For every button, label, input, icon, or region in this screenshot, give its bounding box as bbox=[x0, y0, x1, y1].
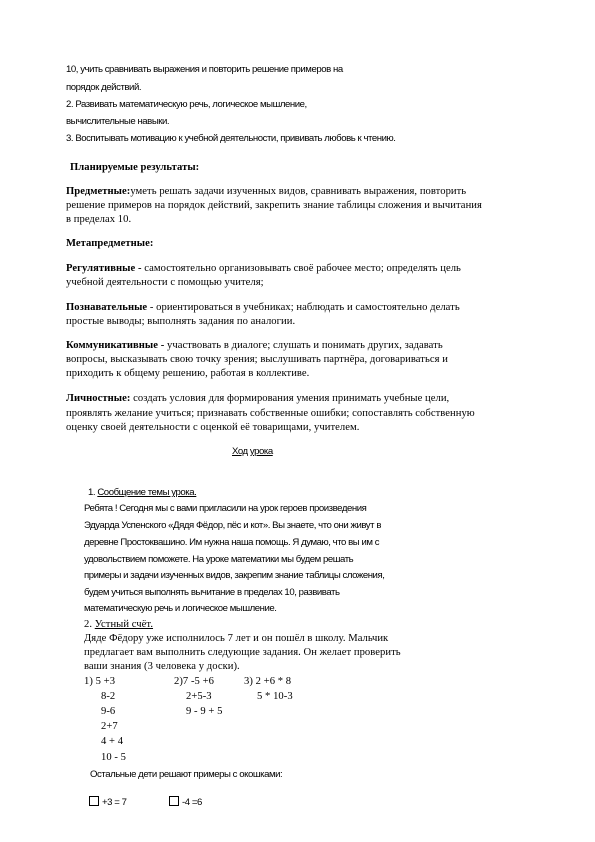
step1-text: деревне Простоквашино. Им нужна наша помощь. Я думаю, что вы им с bbox=[84, 537, 380, 548]
example: 5 * 10-3 bbox=[257, 691, 293, 702]
others-line: Остальные дети решают примеры с окошками: bbox=[90, 769, 283, 780]
example: 2+5-3 bbox=[186, 691, 212, 702]
example: 10 - 5 bbox=[101, 752, 127, 763]
example: 8-2 bbox=[101, 691, 116, 702]
step1-heading bbox=[88, 487, 196, 498]
personal-text: проявлять желание учиться; признавать собственные ошибки; сопоставлять собственную bbox=[66, 408, 475, 419]
step2-number: 2. bbox=[84, 619, 95, 630]
lesson-heading: Ход урока bbox=[232, 446, 273, 457]
personal-results bbox=[66, 393, 449, 404]
communicative-label: Коммуникативные - bbox=[66, 340, 165, 351]
example: 3) 2 +6 * 8 bbox=[244, 676, 292, 687]
personal-text: оценку своей деятельности с оценкой её товарищами, учителем. bbox=[66, 422, 360, 433]
subject-text: уметь решать задачи изученных видов, сравнивать выражения, повторить bbox=[130, 186, 467, 197]
step2-title: Устный счёт. bbox=[94, 619, 154, 630]
step2-text: ваши знания (3 человека у доски). bbox=[84, 661, 240, 672]
example: 2)7 -5 +6 bbox=[174, 676, 214, 687]
subject-label: Предметные: bbox=[66, 186, 131, 197]
step1-title: Сообщение темы урока. bbox=[97, 487, 197, 498]
step2-heading bbox=[84, 619, 153, 630]
goal-line: порядок действий. bbox=[66, 82, 142, 93]
step1-text: удовольствием поможете. На уроке математики мы будем решать bbox=[84, 554, 354, 565]
regulative-results bbox=[66, 263, 461, 274]
example: 9 - 9 + 5 bbox=[186, 706, 223, 717]
step1-text: Эдуарда Успенского «Дядя Фёдор, пёс и кот». Вы знаете, что они живут в bbox=[84, 520, 381, 531]
goal-line: 10, учить сравнивать выражения и повторить решение примеров на bbox=[66, 64, 343, 75]
window-example bbox=[89, 796, 127, 808]
example: 4 + 4 bbox=[101, 736, 124, 747]
step1-text: Ребята ! Сегодня мы с вами пригласили на урок героев произведения bbox=[84, 503, 367, 514]
step1-text: примеры и задачи изученных видов, закрепим знание таблицы сложения, bbox=[84, 570, 385, 581]
communicative-results bbox=[66, 340, 443, 351]
example: 2+7 bbox=[101, 721, 118, 732]
goal-line: 3. Воспитывать мотивацию к учебной деятельности, прививать любовь к чтению. bbox=[66, 133, 396, 144]
subject-text: решение примеров на порядок действий, закрепить знание таблицы сложения и вычитания bbox=[66, 200, 482, 211]
example: 1) 5 +3 bbox=[84, 676, 116, 687]
step2-text: предлагает вам выполнить следующие задания. Он желает проверить bbox=[84, 647, 401, 658]
empty-box-icon bbox=[169, 796, 179, 806]
step1-number: 1. bbox=[88, 487, 98, 498]
goal-line: вычислительные навыки. bbox=[66, 116, 170, 127]
window-example-text: +3 = 7 bbox=[102, 797, 127, 808]
results-heading: Планируемые результаты: bbox=[70, 162, 200, 173]
step2-text: Дяде Фёдору уже исполнилось 7 лет и он пошёл в школу. Мальчик bbox=[84, 633, 389, 644]
step1-text: будем учиться выполнять вычитание в пределах 10, развивать bbox=[84, 587, 340, 598]
regulative-label: Регулятивные - bbox=[66, 263, 142, 274]
window-example-text: -4 =6 bbox=[182, 797, 202, 808]
cognitive-text: - ориентироваться в учебниках; наблюдать и самостоятельно делать bbox=[147, 302, 460, 313]
step1-text: математическую речь и логическое мышление. bbox=[84, 603, 277, 614]
cognitive-results bbox=[66, 302, 460, 313]
regulative-text: учебной деятельности с помощью учителя; bbox=[66, 277, 264, 288]
subject-text: в пределах 10. bbox=[66, 214, 132, 225]
meta-heading: Метапредметные: bbox=[66, 238, 154, 249]
personal-text: создать условия для формирования умения принимать учебные цели, bbox=[130, 393, 450, 404]
communicative-text: участвовать в диалоге; слушать и понимать других, задавать bbox=[164, 340, 443, 351]
regulative-text: самостоятельно организовывать своё рабочее место; определять цель bbox=[141, 263, 461, 274]
communicative-text: вопросы, высказывать свою точку зрения; выслушивать партнёра, договариваться и bbox=[66, 354, 448, 365]
empty-box-icon bbox=[89, 796, 99, 806]
cognitive-label: Познавательные bbox=[66, 302, 148, 313]
communicative-text: приходить к общему решению, работая в коллективе. bbox=[66, 368, 310, 379]
subject-results bbox=[66, 186, 466, 197]
goal-line: 2. Развивать математическую речь, логическое мышление, bbox=[66, 99, 307, 110]
window-example bbox=[169, 796, 202, 808]
example: 9-6 bbox=[101, 706, 116, 717]
cognitive-text: простые выводы; выполнять задания по аналогии. bbox=[66, 316, 296, 327]
personal-label: Личностные: bbox=[66, 393, 131, 404]
